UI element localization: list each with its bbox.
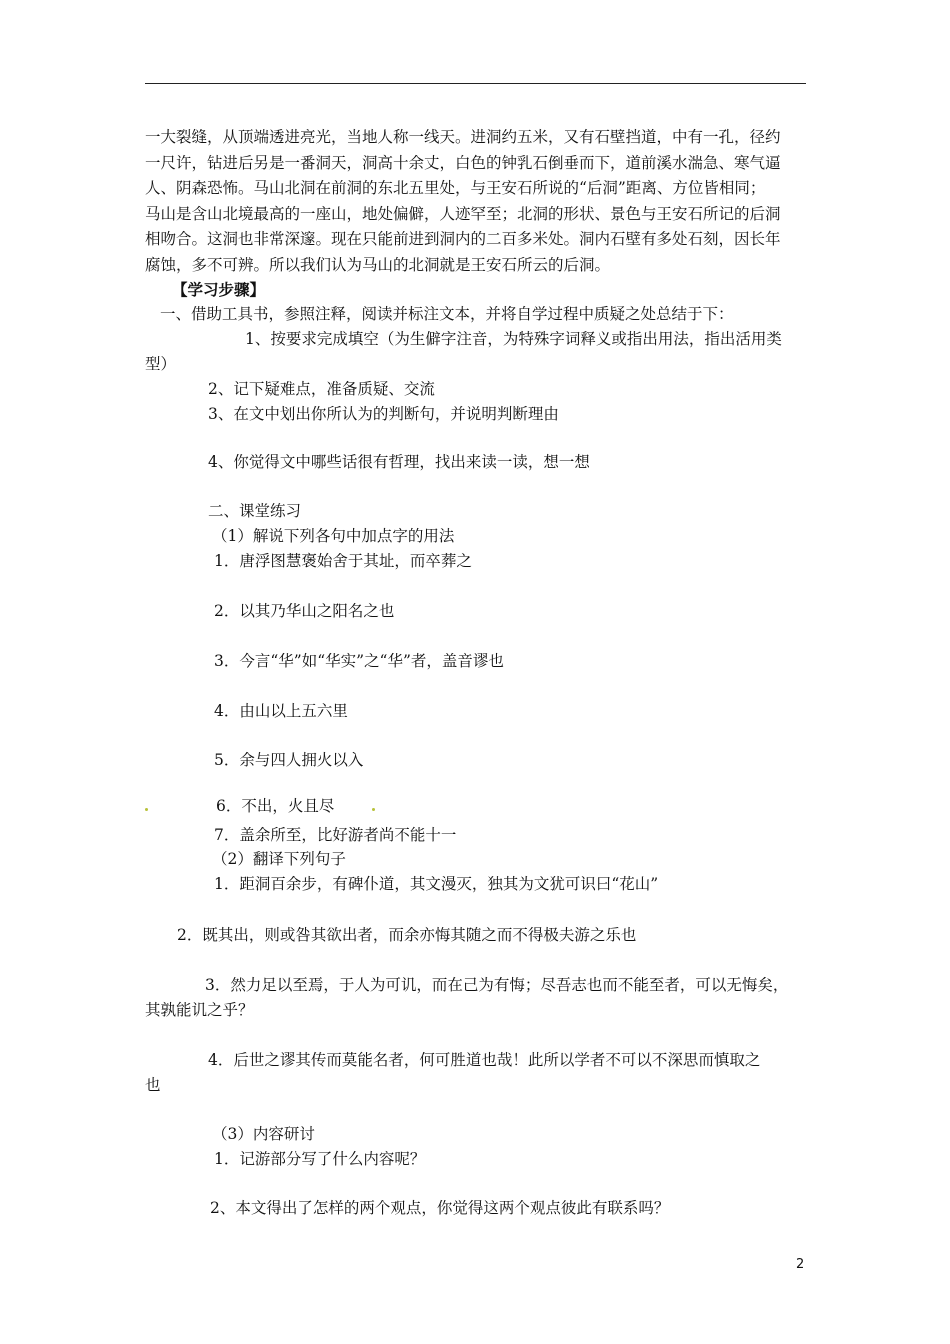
sub3-item-1: 1．记游部分写了什么内容呢？ bbox=[214, 1150, 426, 1168]
section-title: 【学习步骤】 bbox=[172, 280, 266, 299]
stray-dot-mark bbox=[145, 808, 148, 811]
sub1-item-2: 2．以其乃华山之阳名之也 bbox=[214, 602, 395, 620]
sub2-item-1: 1．距洞百余步，有碑仆道，其文漫灭，独其为文犹可识曰“花山” bbox=[214, 875, 659, 893]
part1-heading: 一、借助工具书，参照注释，阅读并标注文本，并将自学过程中质疑之处总结于下： bbox=[160, 305, 734, 323]
part1-item1-line1: 1、按要求完成填空（为生僻字注音，为特殊字词释义或指出用法，指出活用类 bbox=[245, 330, 782, 348]
part1-item4: 4、你觉得文中哪些话很有哲理，找出来读一读，想一想 bbox=[208, 453, 590, 471]
sub1-item-4: 4．由山以上五六里 bbox=[214, 702, 348, 720]
intro-line-3: 人、阴森恐怖。马山北洞在前洞的东北五里处，与王安石所说的“后洞”距离、方位皆相同； bbox=[145, 179, 766, 197]
page-number: 2 bbox=[796, 1257, 805, 1272]
sub2-item-3-line2: 其孰能讥之乎？ bbox=[145, 1001, 254, 1019]
sub1-item-5: 5．余与四人拥火以入 bbox=[214, 751, 364, 769]
sub1-item-7: 7．盖余所至，比好游者尚不能十一 bbox=[214, 826, 457, 844]
part1-item3: 3、在文中划出你所认为的判断句，并说明判断理由 bbox=[208, 405, 559, 423]
sub1-item-6: 6．不出，火且尽 bbox=[216, 797, 335, 815]
intro-line-1: 一大裂缝，从顶端透进亮光，当地人称一线天。进洞约五米，又有石壁挡道，中有一孔，径约 bbox=[145, 128, 781, 146]
intro-line-4: 马山是含山北境最高的一座山，地处偏僻，人迹罕至；北洞的形状、景色与王安石所记的后洞 bbox=[145, 205, 781, 223]
sub2-item-4-line2: 也 bbox=[145, 1076, 161, 1094]
part1-item1-line2: 型） bbox=[145, 355, 177, 373]
header-rule bbox=[145, 83, 806, 84]
sub3-title: （3）内容研讨 bbox=[212, 1125, 315, 1143]
sub1-item-1: 1．唐浮图慧褒始舍于其址，而卒葬之 bbox=[214, 552, 472, 570]
part1-item2: 2、记下疑难点，准备质疑、交流 bbox=[208, 380, 435, 398]
sub2-title: （2）翻译下列句子 bbox=[212, 850, 346, 868]
intro-line-6: 腐蚀，多不可辨。所以我们认为马山的北洞就是王安石所云的后洞。 bbox=[145, 256, 611, 274]
intro-line-5: 相吻合。这洞也非常深邃。现在只能前进到洞内的二百多米处。洞内石壁有多处石刻，因长年 bbox=[145, 230, 781, 248]
stray-dot-mark bbox=[372, 808, 375, 811]
sub2-item-3-line1: 3．然力足以至焉，于人为可讥，而在己为有悔；尽吾志也而不能至者，可以无悔矣， bbox=[205, 976, 789, 994]
sub2-item-2: 2．既其出，则或咎其欲出者，而余亦悔其随之而不得极夫游之乐也 bbox=[177, 926, 637, 944]
sub1-title: （1）解说下列各句中加点字的用法 bbox=[212, 527, 455, 545]
intro-line-2: 一尺许，钻进后另是一番洞天，洞高十余丈，白色的钟乳石倒垂而下，道前溪水湍急、寒气逼 bbox=[145, 154, 781, 172]
sub3-item-2: 2、本文得出了怎样的两个观点，你觉得这两个观点彼此有联系吗？ bbox=[210, 1199, 670, 1217]
sub1-item-3: 3．今言“华”如“华实”之“华”者，盖音谬也 bbox=[214, 652, 504, 670]
sub2-item-4-line1: 4．后世之谬其传而莫能名者，何可胜道也哉！此所以学者不可以不深思而慎取之 bbox=[208, 1051, 761, 1069]
part2-heading: 二、课堂练习 bbox=[208, 502, 302, 520]
